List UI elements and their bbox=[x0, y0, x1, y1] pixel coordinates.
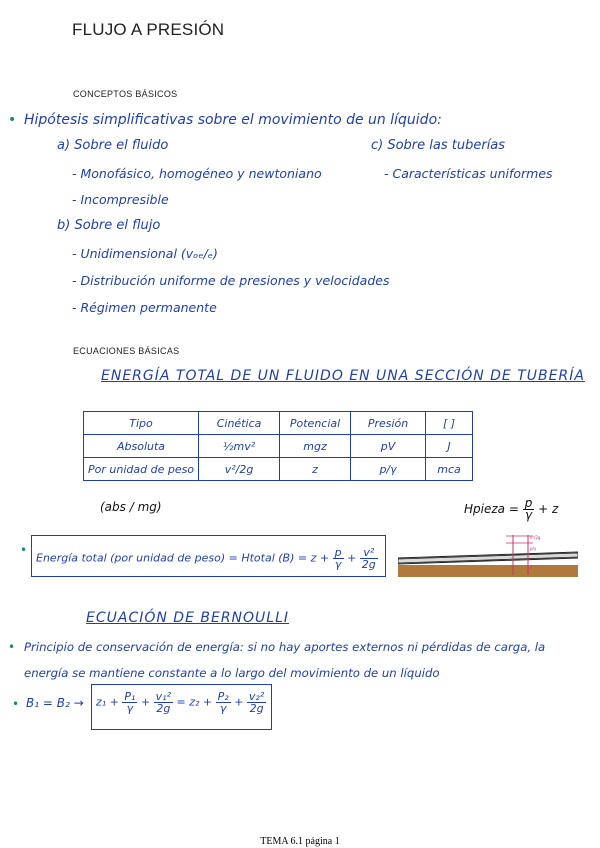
pipe-diagram bbox=[398, 531, 578, 577]
frac-den: γ bbox=[219, 702, 227, 715]
table-cell: ½mv² bbox=[199, 435, 280, 458]
eq-frac-p2 bbox=[216, 691, 231, 714]
total-frac-v bbox=[360, 547, 378, 570]
total-frac-p bbox=[333, 547, 344, 570]
diagram-label-z: z bbox=[530, 565, 533, 570]
table-cell: mgz bbox=[280, 435, 351, 458]
hipotesis-b-title: b) Sobre el flujo bbox=[57, 218, 161, 233]
frac-den: γ bbox=[126, 702, 134, 715]
table-header-cell: Tipo bbox=[84, 412, 199, 435]
table-row bbox=[84, 435, 473, 458]
frac-den: 2g bbox=[361, 558, 376, 571]
page-title: FLUJO A PRESIÓN bbox=[72, 20, 225, 39]
table-header-cell: [ ] bbox=[426, 412, 473, 435]
diagram-label-p: p/γ bbox=[530, 546, 537, 551]
eq-frac-p1 bbox=[122, 691, 137, 714]
table-cell: J bbox=[426, 435, 473, 458]
frac-num: P₁ bbox=[124, 690, 136, 703]
hpieza-rhs: + z bbox=[538, 502, 559, 516]
frac-num: v₂² bbox=[248, 690, 265, 703]
eq-frac-v2 bbox=[247, 691, 266, 714]
hipotesis-a-item: - Monofásico, homogéneo y newtoniano bbox=[72, 166, 322, 181]
table-cell: Por unidad de peso bbox=[84, 458, 199, 481]
page-footer: TEMA 6.1 página 1 bbox=[260, 836, 340, 847]
table-cell: p/γ bbox=[351, 458, 426, 481]
plus-sign: + bbox=[234, 695, 244, 709]
hipotesis-c-title: c) Sobre las tuberías bbox=[371, 138, 506, 153]
hpieza-fraction bbox=[523, 498, 535, 521]
table-cell: pV bbox=[351, 435, 426, 458]
bernoulli-principio-line2: energía se mantiene constante a lo largo del movimiento de un líquido bbox=[24, 666, 440, 680]
hipotesis-heading: Hipótesis simplificativas sobre el movimiento de un líquido: bbox=[24, 112, 442, 128]
hpieza-lhs: Hpieza = bbox=[464, 502, 519, 516]
frac-num: p bbox=[334, 546, 342, 559]
hipotesis-b-item: - Distribución uniforme de presiones y velocidades bbox=[72, 273, 390, 288]
bullet: • bbox=[20, 543, 28, 557]
bernoulli-equation-box bbox=[91, 684, 272, 730]
bullet: • bbox=[12, 697, 20, 711]
frac-den: γ bbox=[334, 558, 342, 571]
plus-sign: + bbox=[347, 551, 357, 565]
section-heading-ecuaciones: ECUACIONES BÁSICAS bbox=[73, 346, 180, 356]
bullet: • bbox=[8, 112, 17, 128]
table-note: (abs / mg) bbox=[100, 500, 162, 514]
table-header-row bbox=[84, 412, 473, 435]
ground bbox=[398, 565, 578, 577]
table-row bbox=[84, 458, 473, 481]
plus-sign: + bbox=[140, 695, 151, 709]
hipotesis-b-item: - Unidimensional (vₒₑ/ₑ) bbox=[72, 246, 218, 261]
table-cell: Absoluta bbox=[84, 435, 199, 458]
table-cell: z bbox=[280, 458, 351, 481]
table-header-cell: Potencial bbox=[280, 412, 351, 435]
frac-num: v² bbox=[360, 547, 378, 559]
bernoulli-heading: ECUACIÓN DE BERNOULLI bbox=[86, 610, 290, 626]
energia-heading: ENERGÍA TOTAL DE UN FLUIDO EN UNA SECCIÓN DE TUBERÍA bbox=[101, 368, 585, 384]
table-cell: v²/2g bbox=[199, 458, 280, 481]
energia-total-box bbox=[31, 535, 386, 577]
table-header-cell: Presión bbox=[351, 412, 426, 435]
eq-term-z1: z₁ + bbox=[96, 695, 119, 709]
eq-mid: = z₂ + bbox=[176, 695, 213, 709]
eq-frac-v1 bbox=[154, 691, 173, 714]
section-heading-conceptos: CONCEPTOS BÁSICOS bbox=[73, 89, 178, 99]
hipotesis-b-item: - Régimen permanente bbox=[72, 300, 217, 315]
hpieza-formula bbox=[464, 498, 558, 521]
hipotesis-a-item: - Incompresible bbox=[72, 192, 169, 207]
frac-num: v₁² bbox=[155, 690, 172, 703]
frac-num: P₂ bbox=[217, 690, 229, 703]
diagram-label-v: v²/2g bbox=[530, 535, 541, 540]
bullet: • bbox=[8, 640, 16, 654]
hipotesis-a-title: a) Sobre el fluido bbox=[57, 138, 169, 153]
energy-table bbox=[83, 411, 473, 481]
frac-den: γ bbox=[524, 508, 533, 522]
frac-num: p bbox=[524, 496, 533, 510]
hipotesis-c-item: - Características uniformes bbox=[384, 166, 553, 181]
energia-total-text: Energía total (por unidad de peso) = Htotal (B) = z + bbox=[36, 551, 330, 565]
table-header-cell: Cinética bbox=[199, 412, 280, 435]
frac-den: 2g bbox=[249, 702, 264, 715]
bernoulli-eq-lhs: B₁ = B₂ → bbox=[26, 696, 84, 710]
bernoulli-principio-line1: Principio de conservación de energía: si no hay aportes externos ni pérdidas de carga, la bbox=[24, 640, 546, 654]
table-cell: mca bbox=[426, 458, 473, 481]
frac-den: 2g bbox=[156, 702, 171, 715]
